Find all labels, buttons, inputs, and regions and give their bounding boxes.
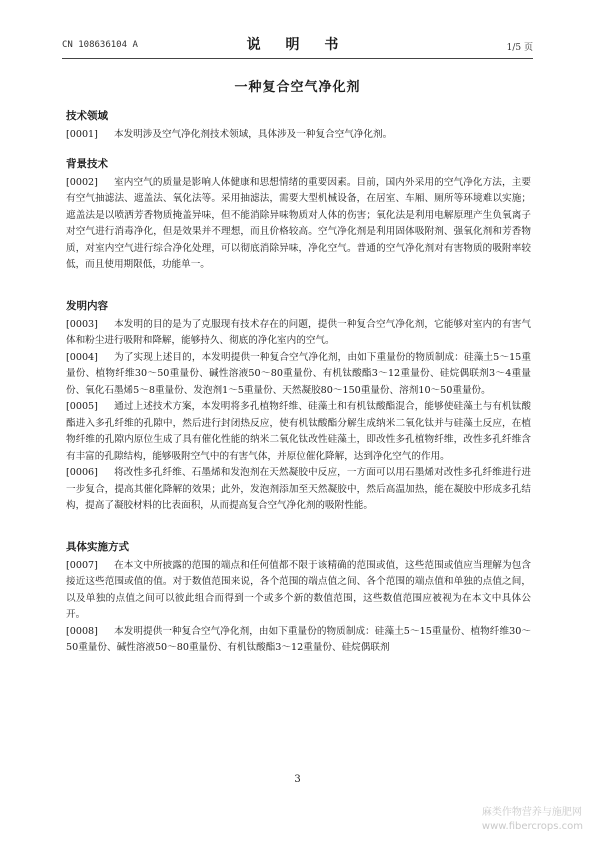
paragraph (66, 465, 531, 515)
watermark-url: www.fibercrops.com (481, 821, 583, 832)
paragraph-text: 在本文中所披露的范围的端点和任何值都不限于该精确的范围或值，这些范围或值应当理解为包含接近这些范围或值的值。对于数值范围来说，各个范围的端点值之间、各个范围的端点值和单独的点值之间，以及单独的点值之间可以彼此组合而得到一个或多个新的数值范围，这些数值范围应被视为在本文中具体公开。 (66, 559, 531, 620)
site-watermark (482, 806, 583, 834)
paragraph-text: 将改性多孔纤维、石墨烯和发泡剂在天然凝胶中反应，一方面可以用石墨烯对改性多孔纤维进行进一步复合，提高其催化降解的效果；此外，发泡剂添加至天然凝胶中，然后高温加热，能在凝胶中形成多孔结构，提高了凝胶材料的比表面积，从而提高复合空气净化剂的吸附性能。 (66, 467, 531, 511)
watermark-name: 麻类作物营养与施肥网 (481, 807, 582, 818)
section-technical-field (66, 108, 531, 144)
paragraph-text: 本发明提供一种复合空气净化剂，由如下重量份的物质制成：硅藻土5～15重量份、植物纤维30～50重量份、碱性溶液50～80重量份、有机钛酸酯3～12重量份、硅烷偶联剂 (66, 625, 531, 653)
section-heading: 技术领域 (66, 110, 108, 122)
paragraph-text: 为了实现上述目的，本发明提供一种复合空气净化剂，由如下重量份的物质制成：硅藻土5～15重量份、植物纤维30～50重量份、碱性溶液50～80重量份、有机钛酸酯3～12重量份、硅烷偶联剂3～4重量份、氧化石墨烯5～8重量份、发泡剂1～5重量份、天然凝胶80～150重量份、溶剂10～50重量份。 (66, 351, 531, 396)
paragraph (66, 317, 531, 350)
section-heading: 背景技术 (66, 157, 108, 170)
document-type-title: 说 明 书 (246, 37, 349, 53)
patent-number: CN 108636104 A (62, 40, 138, 50)
page-header (62, 34, 533, 56)
paragraph-number: [0008] (66, 625, 98, 637)
paragraph-number: [0001] (66, 129, 98, 140)
paragraph-number: [0003] (66, 318, 98, 330)
paragraph-text: 本发明的目的是为了克服现有技术存在的问题，提供一种复合空气净化剂，它能够对室内的有害气体和粉尘进行吸附和降解，能够持久、彻底的净化室内的空气。 (66, 318, 531, 346)
header-rule (62, 58, 533, 59)
section-embodiments (66, 539, 531, 657)
section-background (66, 156, 531, 274)
document-body (66, 108, 531, 657)
section-summary (66, 298, 531, 515)
paragraph (66, 127, 531, 144)
page-number: 3 (294, 774, 301, 785)
section-heading: 具体实施方式 (66, 540, 129, 553)
paragraph (66, 350, 531, 400)
paragraph-number: [0002] (66, 176, 98, 188)
page-counter: 1/5 页 (506, 43, 533, 53)
paragraph (66, 558, 531, 624)
paragraph-text: 通过上述技术方案，本发明将多孔植物纤维、硅藻土和有机钛酸酯混合，能够使硅藻土与有机钛酸酯进入多孔纤维的孔隙中，然后进行封闭热反应，使有机钛酸酯分解生成纳米二氧化钛并与硅藻土反应，在植物纤维的孔隙内原位生成了具有催化性能的纳米二氧化钛改性硅藻土，即改性多孔植物纤维，改性多孔纤维含有丰富的孔隙结构，能够吸附空气中的有害气体，并原位催化降解，达到净化空气的作用。 (66, 401, 531, 462)
paragraph (66, 399, 531, 465)
paragraph-number: [0007] (66, 559, 98, 571)
paragraph-text: 室内空气的质量是影响人体健康和思想情绪的重要因素。目前，国内外采用的空气净化方法，主要有空气抽滤法、遮盖法、氧化法等。采用抽滤法，需要大型机械设备，在居室、车厢、厕所等环境难以实施；遮盖法是以喷洒芳香物质掩盖异味，但不能消除异味物质对人体的伤害；氧化法是利用电解原理产生负氧离子对空气进行消毒净化，但是效果并不理想，而且价格较高。空气净化剂是利用固体吸附剂、强氧化剂和芳香物质，对室内空气进行综合净化处理，可以彻底消除异味，净化空气。普通的空气净化剂对有害物质的吸附率较低，而且使用期限低，功能单一。 (66, 176, 531, 270)
section-heading: 发明内容 (66, 299, 108, 312)
paragraph-number: [0006] (66, 467, 98, 478)
paragraph (66, 624, 531, 657)
paragraph-text: 本发明涉及空气净化剂技术领域，具体涉及一种复合空气净化剂。 (114, 129, 393, 140)
paragraph-number: [0004] (66, 351, 98, 363)
paragraph (66, 175, 531, 274)
paragraph-number: [0005] (66, 401, 98, 412)
invention-title: 一种复合空气净化剂 (234, 80, 361, 95)
